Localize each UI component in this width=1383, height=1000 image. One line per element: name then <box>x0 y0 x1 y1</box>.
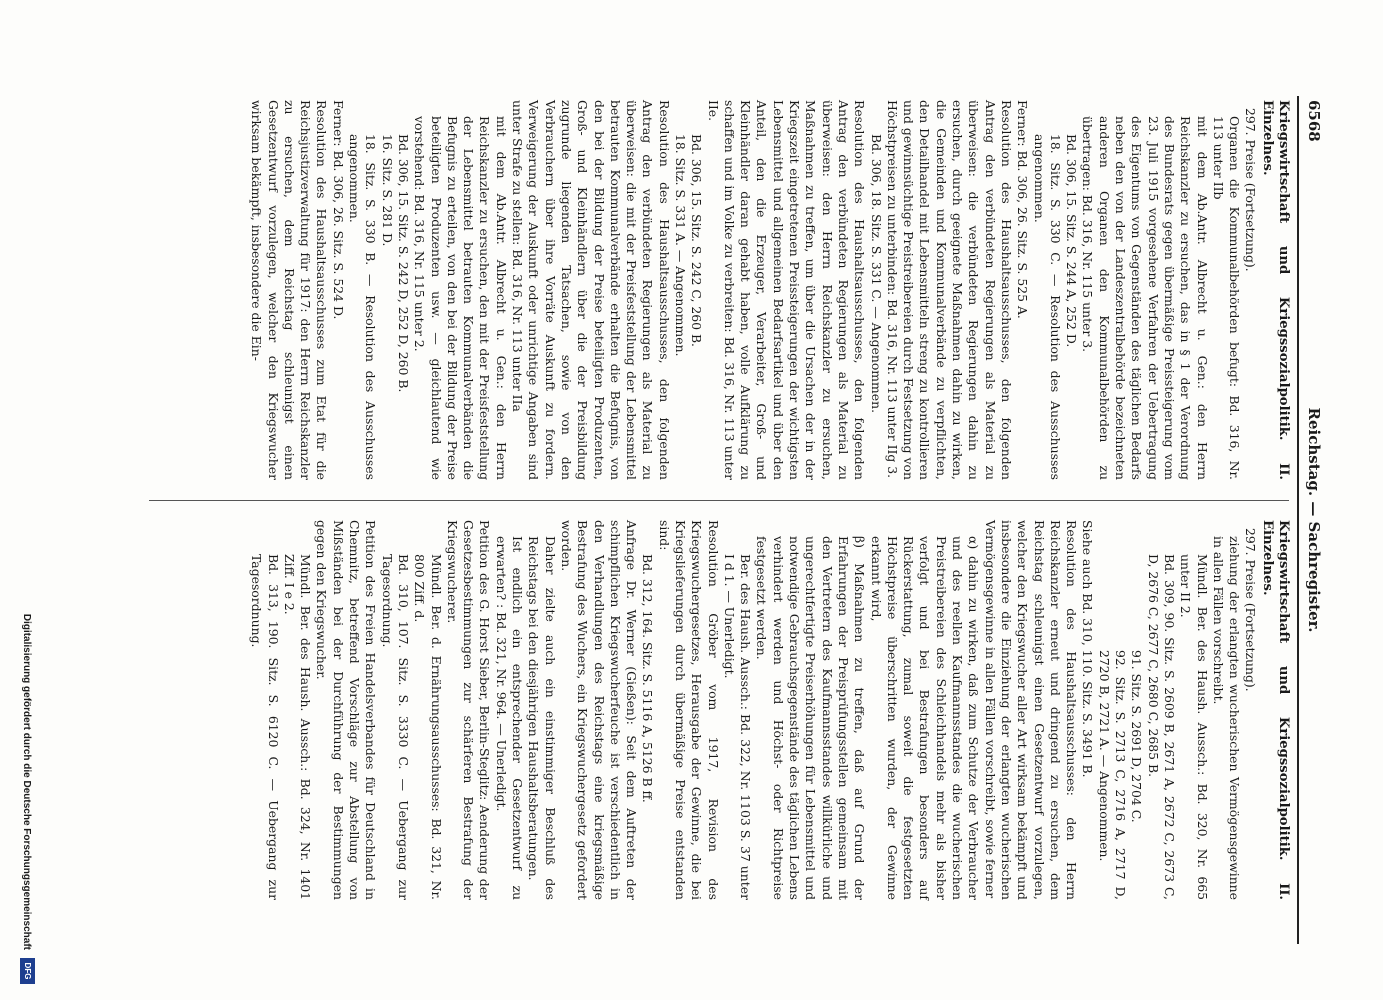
entry-reference: Mündl. Ber. d. Ernährungsausschusses: Bd. 321, Nr. 800 Ziff. d. <box>412 554 444 900</box>
digitization-footer <box>15 60 35 990</box>
column-divider <box>149 500 1289 501</box>
entry-text: Ferner: Bd. 306, 26. Sitz. S. 525 A. <box>1015 100 1031 319</box>
entry-reference: Mündl. Ber. des Haush. Aussch.: Bd. 324, Nr. 1401 Ziff. I e 2. <box>281 554 314 900</box>
entry-reference: 91. Sitz. S. 2691 D, 2704 C. <box>1129 650 1145 823</box>
entry-text: Resolution des Haushaltsausschusses, den folgenden Antrag den verbündeten Regierungen als Material zu überweisen: den Herrn Reichskanzler zu ersuchen, Maßnahmen zu treffen, um über die Ursachen der in der Kriegszeit eingetretenen Preissteigerungen der wichtigsten Lebensmittel und allgemeinen Bedarfsartikel und über den Anteil, den die Erzeuger, Verarbeiter, Groß- und Kleinhändler daran gehabt haben, volle Aufklärung zu schaffen und im Volke zu verbreiten: Bd. 316, Nr. 113 unter IIe. <box>705 100 868 480</box>
entry-text: α) dahin zu wirken, daß zum Schutze der Verbraucher und des reellen Kaufmannsstandes die wucherischen Preistreibereien des Schleichhandels mehr als bisher verfolgt und bei Bestrafungen besonders auf Rückerstattung, zumal soweit die festgesetzten Höchstpreise überschritten wurden, der Gewinne erkannt wird, <box>868 536 982 900</box>
entry-reference: Ber. des Haush. Aussch.: Bd. 322, Nr. 1103 S. 37 unter I d 1. — Unerledigt. <box>721 554 754 900</box>
right-section-heading: Kriegswirtschaft und Kriegssozialpolitik. II. Einzelnes. <box>1259 520 1291 900</box>
running-title: Reichstag. — Sachregister. <box>1305 407 1323 633</box>
page-number: 6568 <box>1305 100 1323 142</box>
entry-reference: Bd. 313, 190. Sitz. S. 6120 C. — Uebergang zur Tagesordnung. <box>249 554 281 900</box>
right-column <box>248 520 1291 900</box>
entry-text: Daher zielte auch ein einstimmiger Beschluß des Reichstags bei den diesjährigen Haushaltsberatungen. <box>526 536 558 900</box>
entry-reference: Bd. 306, 15. Sitz. S. 242 C, 260 B. <box>689 134 705 347</box>
entry-text: Ist endlich ein entsprechender Gesetzentwurf zu erwarten? : Bd. 321, Nr. 964. — Unerledigt. <box>493 536 526 900</box>
entry-text: Organen die Kommunalbehörden befugt: Bd. 316, Nr. 113 unter IIb <box>1210 116 1243 480</box>
entry-text: Resolution Gröber vom 1917, Revision des Kriegswuchergesetzes, Herausgabe der Gewinne, die bei Kriegslieferungen durch übermäßige Preise entstanden sind: <box>656 520 721 900</box>
entry-text: Anfrage Dr. Werner (Gießen): Seit dem Auftreten der schimpflichen Kriegswucherfeuche ist verschiedentlich in den Verhandlungen des Reichstags eine kriegsmäßige Bestrafung des Wuchers, ein Kriegswuchergesetz gefordert worden. <box>558 520 640 900</box>
entry-reference: 92. Sitz. S. 2713 C, 2716 A, 2717 D, 2720 B, 2721 A. — Angenommen. <box>1096 650 1129 900</box>
entry-reference: Bd. 310, 107. Sitz. S. 3330 C. — Uebergang zur Tagesordnung. <box>379 554 411 900</box>
header-rule <box>1297 96 1299 944</box>
entry-text: β) Maßnahmen zu treffen, daß auf Grund der Erfahrungen der Preisprüfungsstellen gemeinsam mit den Vertretern des Kaufmannsstandes willkürliche und ungerechtfertigte Preiserhöhungen für Lebensmittel und notwendige Gebrauchsgegenstände des täglichen Lebens verhindert werden und Höchst- oder Richtpreise festgesetzt werden. <box>754 536 868 900</box>
entry-text: ziehung der erlangten wucherischen Vermögensgewinne in allen Fällen vorschreibt. <box>1210 536 1243 900</box>
left-section-subheading: 297. Preise (Fortsetzung). <box>1243 108 1259 272</box>
entry-text: Ferner: Bd. 306, 26. Sitz. S. 524 D. <box>330 100 346 320</box>
entry-reference: 18. Sitz. S. 331 A. — Angenommen. <box>673 134 689 357</box>
entry-text: Resolution des Haushaltsausschusses, den folgenden Antrag den verbündeten Regierungen als Material zu überweisen: die mit der Preisfeststellung der Lebensmittel betrauten Kommunalverbände erhalten die Befugnis, von den bei der Bildung der Preise beteiligten Produzenten, Groß- und Kleinhändlern über die der Preisbildung zugrunde liegenden Tatsachen, sowie von den Verbrauchern über ihre Vorräte Auskunft zu fordern. Verweigerung der Auskunft oder unrichtige Angaben sind unter Strafe zu stellen: Bd. 316, Nr. 113 unter IIa <box>510 100 672 480</box>
page-header <box>1301 100 1323 940</box>
entry-reference: Bd. 306, 15. Sitz. S. 242 D, 252 D, 260 B. <box>395 134 411 393</box>
dfg-logo: DFG <box>20 958 35 984</box>
entry-reference: 18. Sitz. S. 330 B. — Resolution des Ausschusses angenommen. <box>347 134 379 480</box>
entry-text: mit dem Ab.Antr. Albrecht u. Gen.: den Herrn Reichskanzler zu ersuchen, das in § 1 der Verordnung des Bundesrats gegen übermäßige Preissteigerung vom 23. Juli 1915 vorgesehene Verfahren der Uebertragung des Eigentums von Gegenständen des täglichen Bedarfs neben den von der Landeszentralbehörde bezeichneten anderen Organen den Kommunalbehörden zu übertragen: Bd. 316, Nr. 115 unter 3. <box>1080 116 1210 480</box>
entry-text: Siehe auch Bd. 310, 110. Sitz. S. 3491 B. <box>1080 520 1096 778</box>
left-section-heading: Kriegswirtschaft und Kriegssozialpolitik. II. Einzelnes. <box>1259 100 1291 480</box>
entry-reference: Bd. 306, 15. Sitz. S. 244 A, 252 D. <box>1064 134 1080 348</box>
entry-text: Resolution des Haushaltsausschusses: den Herrn Reichskanzler erneut und dringend zu ersuchen, dem Reichstag schleunigst einen Gesetzentwurf vorzulegen, welcher den Kriegswucher aller Art wirksam bekämpft und insbesondere die Einziehung der erlangten wucherischen Vermögensgewinne in allen Fällen vorschreibt, sowie ferner <box>982 520 1080 900</box>
entry-reference: 16. Sitz. S. 281 D. <box>379 134 395 247</box>
entry-reference: Bd. 306, 18. Sitz. S. 331 C. — Angenommen. <box>868 134 884 414</box>
entry-text: Resolution des Haushaltsausschusses zum Etat für die Reichsjustizverwaltung für 1917: den Herrn Reichskanzler zu ersuchen, dem Reichstag schleunigst einen Gesetzentwurf vorzulegen, welcher den Kriegswucher wirksam bekämpft, insbesondere die Ein- <box>249 100 330 480</box>
entry-reference: Bd. 312, 164. Sitz. S. 5116 A, 5126 B ff. <box>640 554 656 803</box>
entry-text: Resolution des Haushaltsausschusses, den folgenden Antrag den verbündeten Regierungen als Material zu überweisen: die verbündeten Regierungen dahin zu ersuchen, durch geeignete Maßnahmen dahin zu wirken, die Gemeinden und Kommunalverbände zu verpflichten, den Detailhandel mit Lebensmitteln streng zu kontrollieren und gewinnsüchtige Preistreibereien durch Festsetzung von Höchstpreisen zu unterbinden: Bd. 316, Nr. 113 unter IIg 3. <box>884 100 1014 480</box>
entry-text: mit dem Ab.Antr. Albrecht u. Gen.: den Herrn Reichskanzler zu ersuchen, den mit der Preisfeststellung der Lebensmittel betrauten Kommunalverbänden die Befugnis zu erteilen, von den bei der Bildung der Preise beteiligten Produzenten usw. — gleichlautend wie vorstehend: Bd. 316, Nr. 115 unter 2. <box>412 116 509 480</box>
dfg-credit: Digitalisierung gefördert durch die Deutsche Forschungsgemeinschaft <box>21 613 32 950</box>
entry-text: Petition des Freien Handelsverbandes für Deutschland in Chemnitz, betreffend Vorschläge zur Abstellung von Mißständen bei der Durchführung der Bestimmungen gegen den Kriegswucher. <box>314 520 379 900</box>
left-column <box>248 100 1291 480</box>
entry-text: Petition des G. Horst Sieber, Berlin-Steglitz: Aenderung der Gesetzesbestimmungen zur schärferen Bestrafung der Kriegswucherer. <box>444 520 493 900</box>
entry-reference: Mündl. Ber. des Haush. Aussch.: Bd. 320, Nr. 665 unter II 2. <box>1178 554 1210 900</box>
right-section-subheading: 297. Preise (Fortsetzung). <box>1243 528 1259 692</box>
entry-reference: Bd. 309, 90. Sitz. S. 2609 B, 2671 A, 2672 C, 2673 C, D, 2676 C, 2677 C, 2680 C, 2685 B. <box>1145 554 1177 900</box>
entry-reference: 18. Sitz. S. 330 C. — Resolution des Ausschusses angenommen. <box>1031 134 1063 480</box>
